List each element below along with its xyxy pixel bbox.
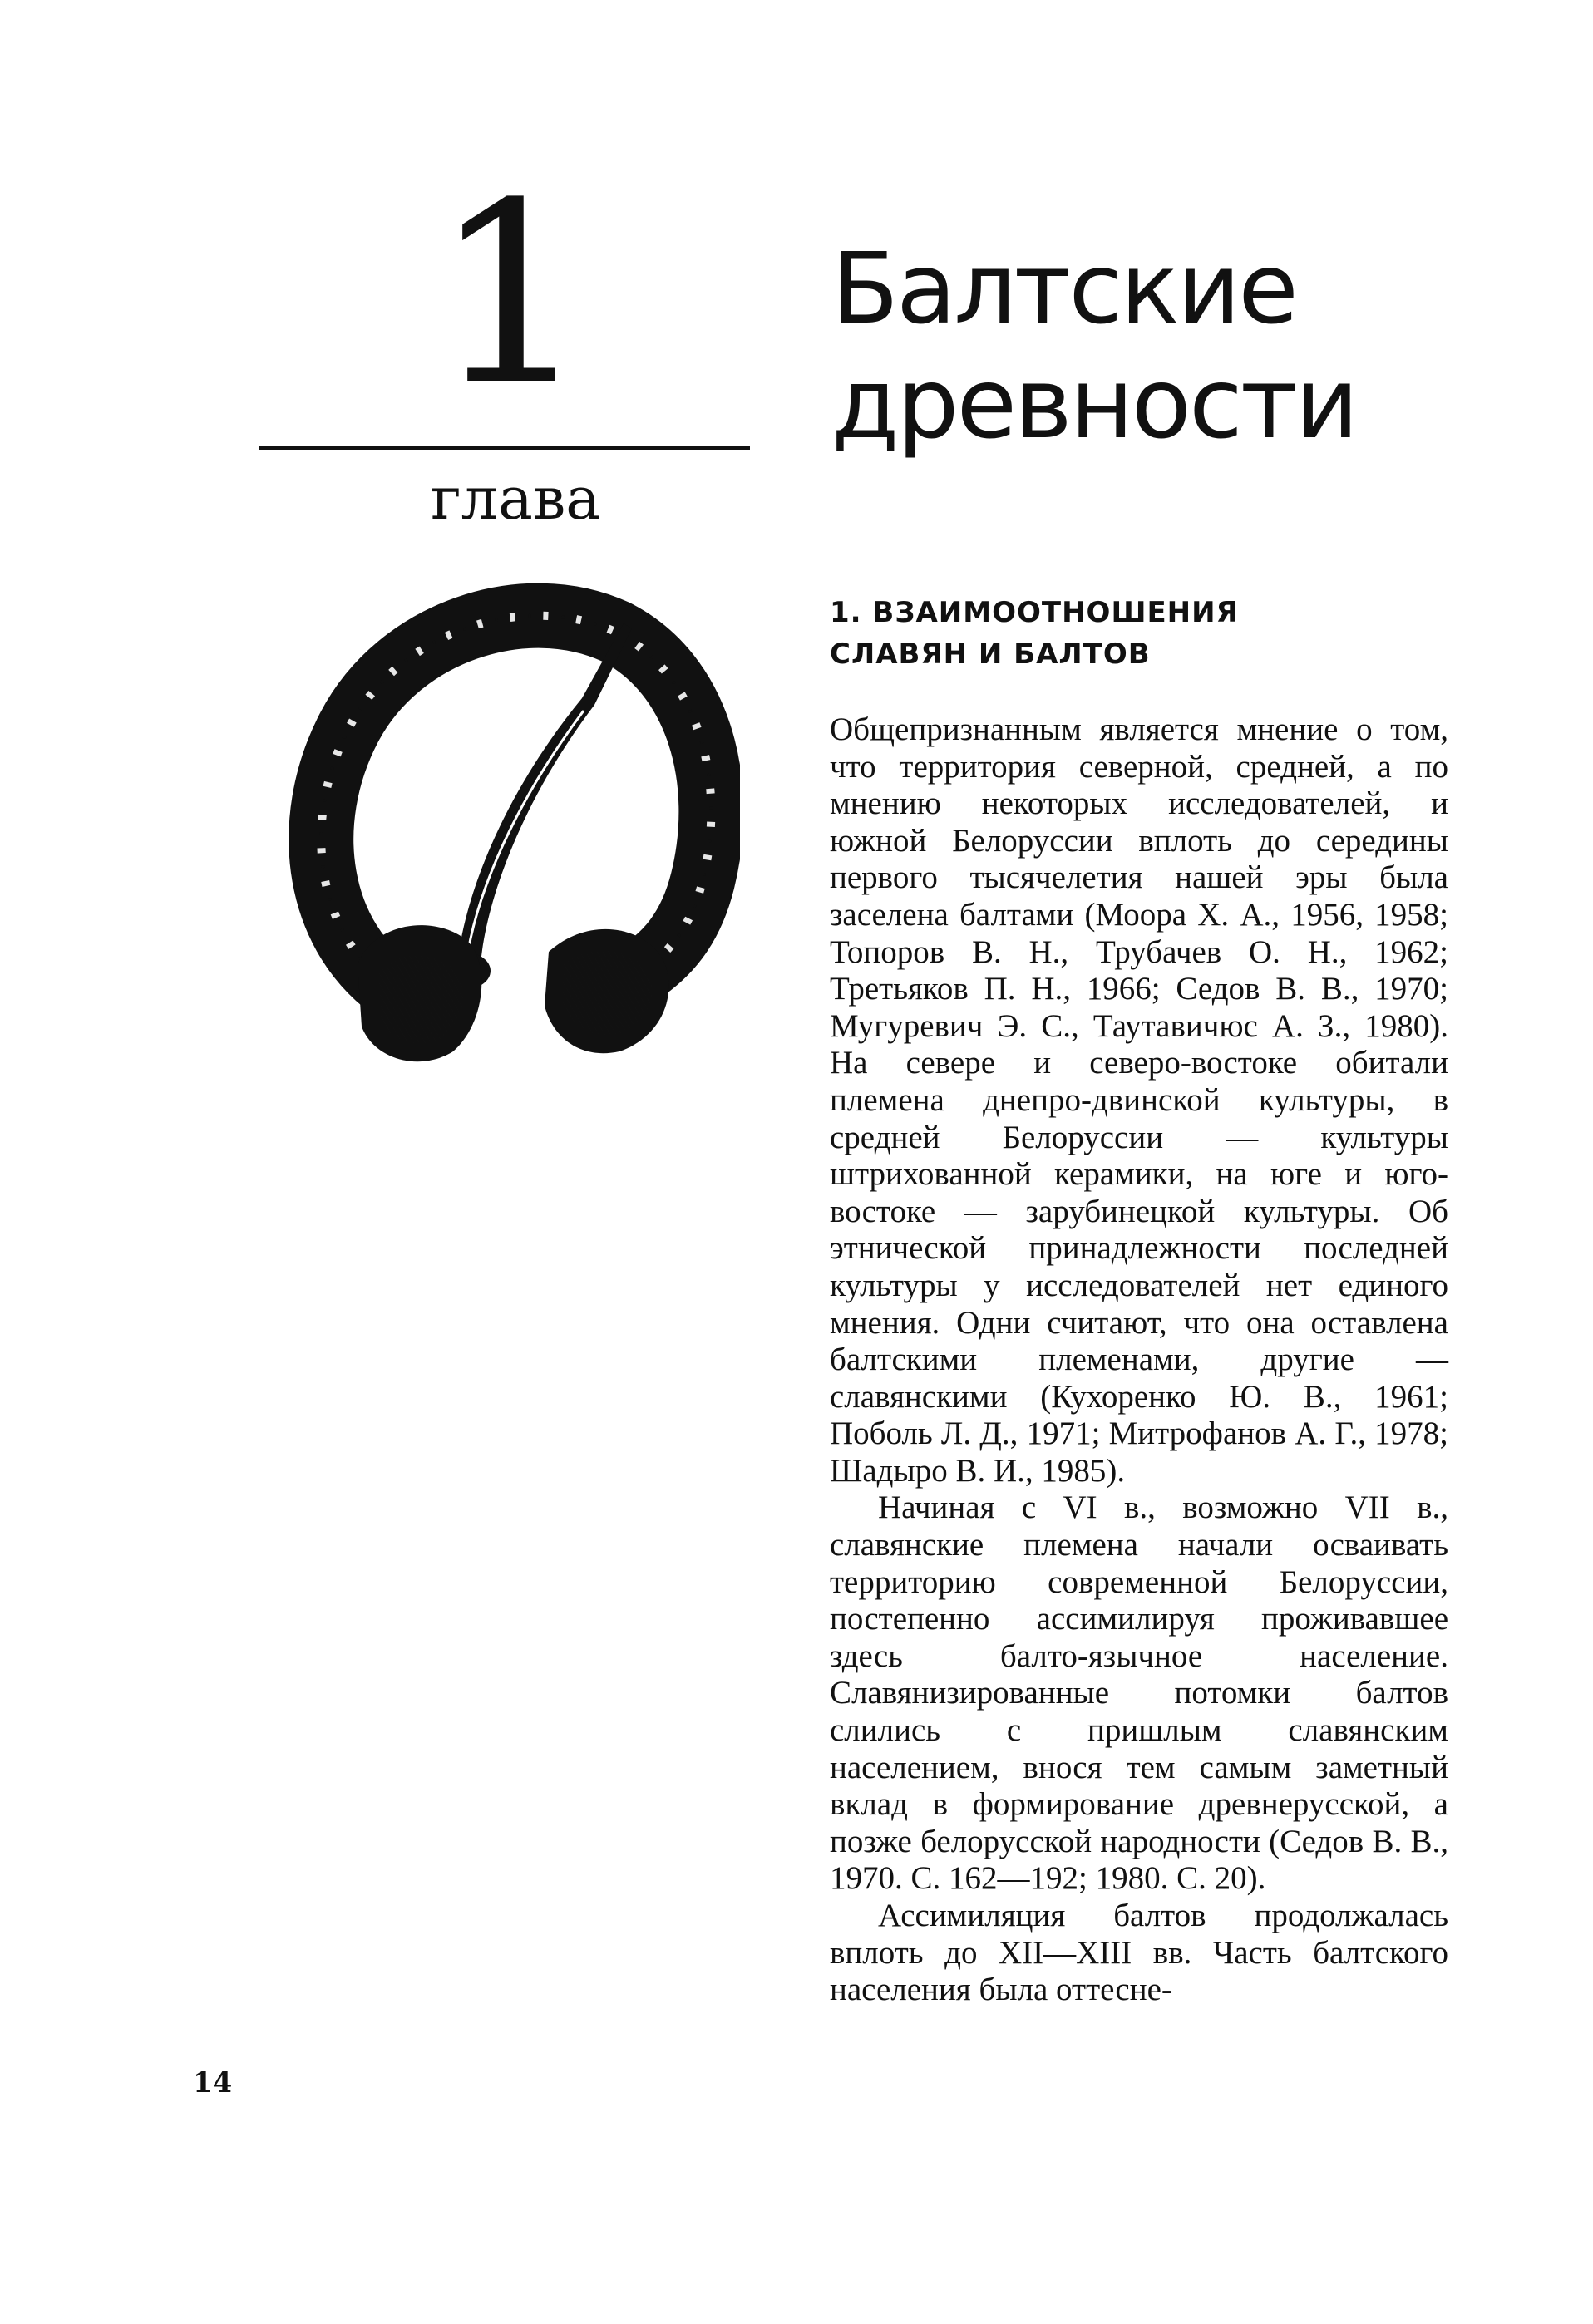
brooch-terminal-right — [545, 929, 668, 1053]
page-number: 14 — [193, 2066, 233, 2100]
paragraph: Ассимиляция балтов продолжалась вплоть до XII—XIII вв. Часть балтского населения была оттесне- — [830, 1898, 1448, 2008]
body-text — [830, 711, 1448, 2009]
brooch-terminal-left — [358, 925, 481, 1061]
paragraph: Общепризнанным является мнение о том, что территория северной, средней, а по мнению некоторых исследователей, и южной Белоруссии вплоть до середины первого тысячелетия нашей эры была заселена балтами (Моора Х. А., 1956, 1958; Топоров В. Н., Трубачев О. Н., 1962; Третьяков П. Н., 1966; Седов В. В., 1970; Мугуревич Э. С., Таутавичюс А. З., 1980). На севере и северо-востоке обитали племена днепро-двинской культуры, в средней Белоруссии — культуры штрихованной керамики, на юге и юго-востоке — зарубинецкой культуры. Об этнической принадлежности последней культуры у исследователей нет единого мнения. Одни считают, что она оставлена балтскими племенами, другие — славянскими (Кухоренко Ю. В., 1961; Поболь Л. Д., 1971; Митрофанов А. Г., 1978; Шадыро В. И., 1985). — [830, 711, 1448, 1489]
chapter-number: 1 — [432, 150, 591, 440]
penannular-brooch-illustration — [274, 574, 740, 1072]
chapter-divider — [259, 446, 750, 450]
chapter-title-line-1: Балтские — [831, 231, 1296, 346]
chapter-title — [831, 231, 1413, 460]
paragraph: Начиная с VI в., возможно VII в., славянские племена начали осваивать территорию современной Белоруссии, постепенно ассимилируя проживавшее здесь балто-язычное население. Славянизированные потомки балтов слились с пришлым славянским населением, внося тем самым заметный вклад в формирование древнерусской, а позже белорусской народности (Седов В. В., 1970. С. 162—192; 1980. С. 20). — [830, 1489, 1448, 1897]
section-heading-line-1: 1. ВЗАИМООТНОШЕНИЯ — [830, 596, 1239, 629]
chapter-label: глава — [430, 465, 601, 533]
chapter-title-line-2: древности — [831, 346, 1357, 460]
section-heading-line-2: СЛАВЯН И БАЛТОВ — [830, 638, 1151, 671]
section-heading — [830, 592, 1329, 675]
